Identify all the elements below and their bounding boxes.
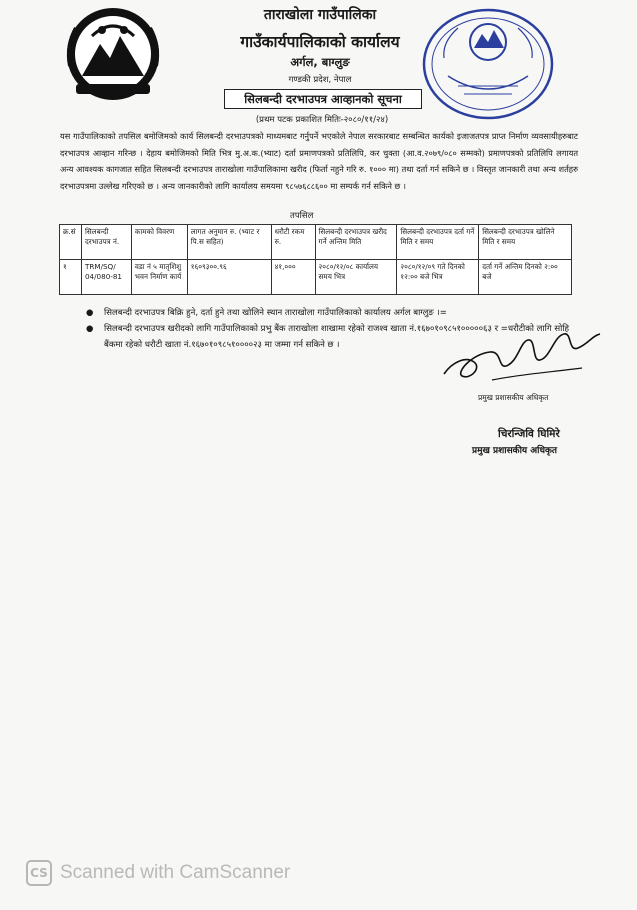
office-address: अर्गल, बाग्लुङ	[290, 55, 350, 69]
note-text: सिलबन्दी दरभाउपत्र बिक्रि हुने, दर्ता हुने तथा खोलिने स्थान ताराखोला गाउँपालिकाको कार्यालय अर्गल बाग्लुङ ।=	[104, 308, 447, 318]
municipality-name: ताराखोला गाउँपालिका	[263, 7, 377, 23]
table-cell: दर्ता गर्ने अन्तिम दिनको २:०० बजे	[479, 260, 572, 295]
header-cell: कामको विवरण	[131, 225, 187, 260]
table-header-row	[60, 225, 572, 260]
table-row	[60, 260, 572, 295]
signatory-name: चिरन्जिवि घिमिरे	[498, 428, 560, 440]
table-cell: १६०९३००.९६	[187, 260, 271, 295]
signatory-title-small: प्रमुख प्रशासकीय अधिकृत	[478, 393, 549, 402]
publication-date: (प्रथम पटक प्रकाशित मितिः-२०८०/११/२४)	[255, 115, 389, 125]
header-cell: सिलबन्दी दरभाउपत्र खरीद गर्ने अन्तिम मिति	[315, 225, 397, 260]
tender-table	[59, 224, 572, 295]
camscanner-text: Scanned with CamScanner	[60, 862, 291, 883]
notice-paragraph: यस गाउँपालिकाको तपसिल बमोजिमको कार्य सिलबन्दी दरभाउपत्रको माध्यमबाट गर्नुपर्ने भएकोले नेपाल सरकारबाट सम्बन्धित कार्यको इजाजतपत्र प्राप्त निर्माण व्यवसायीहरुबाट दरभाउपत्र आव्हान गरिन्छ । देहाय बमोजिमको मिति भित्र मु.अ.क.(भ्याट) दर्ता प्रमाणपत्रको प्रतिलिपि, कर चुक्ता (आ.व.२०७९/०८० सम्मको) प्रमाणपत्रको प्रतिलिपि लगायत अन्य आवश्यक कागजात सहित सिलबन्दी दरभाउपत्र ताराखोला गाउँपालिकामा खरीद (फिर्ता नहुने गरि रु. १००० मा) तथा दर्ता गर्न सकिने छ । विस्तृत जानकारी तथा अन्य शर्तहरु दरभाउपत्रमा उल्लेख गरिएको छ । अन्य जानकारीको लागि कार्यालय समयमा ९८५७६८८६०० मा सम्पर्क गर्न सकिने छ ।	[60, 131, 579, 191]
note-text: सिलबन्दी दरभाउपत्र खरीदको लागि गाउँपालिकाको प्रभु बैंक ताराखोला शाखामा रहेको राजश्व खाता नं.१६७०१०९८५१०००००६३ र =धरौटीको लागि सोहि बैंकमा रहेको धरौटी खाता नं.१६७०१०९८५१००००२३ मा जम्मा गर्न सकिने छ ।	[104, 324, 570, 350]
signatory-title: प्रमुख प्रशासकीय अधिकृत	[472, 446, 558, 456]
header-cell: सिलबन्दी दरभाउपत्र दर्ता गर्ने मिति र समय	[397, 225, 479, 260]
office-seal-icon	[418, 6, 558, 124]
table-cell: TRM/SQ/ 04/080-81	[81, 260, 131, 295]
header-cell: सिलबन्दी दरभाउपत्र नं.	[81, 225, 131, 260]
header-cell: सिलबन्दी दरभाउपत्र खोलिने मिति र समय	[479, 225, 572, 260]
handwritten-signature	[432, 322, 607, 392]
office-name: गाउँकार्यपालिकाको कार्यालय	[240, 33, 400, 51]
bullet-icon: ●	[86, 308, 94, 318]
camscanner-watermark	[26, 858, 290, 888]
table-cell: २०८०/१२/०९ गते दिनको १२:०० बजे भित्र	[397, 260, 479, 295]
notice-title: सिलबन्दी दरभाउपत्र आव्हानको सूचना	[224, 89, 422, 109]
table-cell: ४१,०००	[271, 260, 315, 295]
table-cell: २०८०/१२/०८ कार्यालय समय भित्र	[315, 260, 397, 295]
province-name: गण्डकी प्रदेश, नेपाल	[288, 75, 352, 85]
header-cell: क्र.सं	[60, 225, 82, 260]
table-caption: तपसिल	[290, 211, 314, 221]
bullet-icon: ●	[86, 324, 94, 334]
header-cell: लागत अनुमान रु. (भ्याट र पि.स सहित)	[187, 225, 271, 260]
camscanner-logo-icon: CS	[26, 860, 52, 886]
list-item	[80, 305, 580, 321]
header-cell: धरौटी रकम रु.	[271, 225, 315, 260]
nepal-emblem-icon	[62, 6, 164, 102]
table-cell: वडा नं ५ मातृशिशु भवन निर्माण कार्य	[131, 260, 187, 295]
table-cell: १	[60, 260, 82, 295]
